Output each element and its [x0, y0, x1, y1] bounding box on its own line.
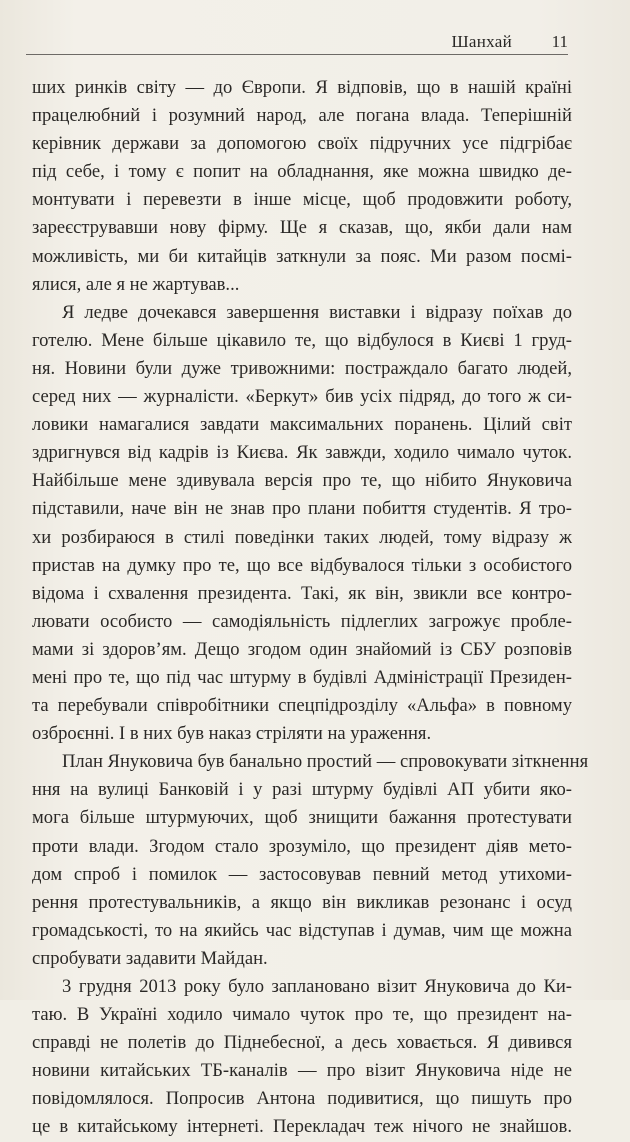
text-line: 3 грудня 2013 року було заплановано візит Януковича до Ки- — [62, 976, 572, 997]
text-line: спробувати задавити Майдан. — [32, 947, 268, 969]
text-line: це в китайському інтернеті. Перекладач теж нічого не знайшов. — [32, 1116, 572, 1138]
text-line: підставили, наче він не знав про плани побиття студентів. Я тро- — [32, 498, 572, 520]
text-line: мога більше штурмуючих, щоб знищити бажання протестувати — [32, 807, 572, 829]
text-line: Я ледве дочекався завершення виставки і відразу поїхав до — [62, 301, 572, 323]
text-line: таю. В Україні ходило чимало чуток про те, що президент на- — [32, 1004, 572, 1026]
text-line: повідомлялося. Попросив Антона подивитися, що пишуть про — [32, 1088, 572, 1110]
text-line: можливість, ми би китайців заткнули за пояс. Ми разом посмі- — [32, 245, 572, 267]
text-line: готелю. Мене більше цікавило те, що відбулося в Києві 1 груд- — [32, 329, 572, 351]
text-line: мами зі здоров’ям. Дещо згодом один знайомий із СБУ розповів — [32, 638, 572, 660]
text-line: пристав на думку про те, що все відбувалося тільки з особистого — [32, 554, 572, 576]
page-number: 11 — [551, 32, 568, 51]
paragraph — [32, 74, 572, 299]
chapter-title: Шанхай — [451, 32, 512, 51]
text-line: Найбільше мене здивувала версія про те, що нібито Януковича — [32, 470, 572, 492]
text-line: зареєструвавши нову фірму. Ще я сказав, що, якби дали нам — [32, 217, 572, 239]
text-line: рення протестувальників, а якщо він викликав резонанс і осуд — [32, 891, 572, 913]
text-line: серед них — журналісти. «Беркут» бив усіх підряд, до того ж си- — [32, 386, 572, 408]
text-line: ння на вулиці Банковій і у разі штурму будівлі АП убити яко- — [32, 779, 572, 801]
text-line: ня. Новини були дуже тривожними: постраждало багато людей, — [32, 357, 572, 379]
body-text — [32, 74, 589, 1142]
running-head — [26, 30, 568, 55]
text-line: мені про те, що під час штурму в будівлі Адміністрації Президен- — [32, 666, 572, 688]
text-line: керівник держави за допомогою своїх підручних усе підгрібає — [32, 133, 572, 155]
text-line: дом спроб і помилок — застосовував певний метод утихоми- — [32, 863, 572, 885]
paragraph — [32, 299, 572, 749]
text-line: відома і схвалення президента. Такі, як він, звикли все контро- — [32, 582, 572, 604]
text-line: працелюбний і розумний народ, але погана влада. Теперішній — [32, 105, 572, 127]
text-line: хи розбираюся в стилі поведінки таких людей, тому відразу ж — [32, 526, 572, 548]
paragraph — [32, 748, 589, 973]
text-line: справді не полетів до Піднебесної, а десь ховається. Я дивився — [32, 1032, 572, 1054]
paragraph — [32, 973, 572, 1142]
text-line: громадськості, то на якийсь час відступав і думав, чим ще можна — [32, 919, 572, 941]
text-line: новини китайських ТБ-каналів — про візит Януковича ніде не — [32, 1060, 572, 1082]
text-line: монтувати і перевезти в інше місце, щоб продовжити роботу, — [32, 189, 572, 211]
text-line: ловики намагалися завдати максимальних поранень. Цілий світ — [32, 414, 572, 436]
text-line: План Януковича був банально простий — спровокувати зіткнення — [62, 751, 589, 773]
text-line: проти влади. Згодом стало зрозуміло, що президент діяв мето- — [32, 835, 572, 857]
text-line: під себе, і тому є попит на обладнання, яке можна швидко де- — [32, 161, 572, 183]
text-line: ших ринків світу — до Європи. Я відповів, що в нашій країні — [32, 77, 572, 98]
text-line: та перебували співробітники спецпідрозділу «Альфа» в повному — [32, 695, 572, 717]
text-line: лювати особисто — самодіяльність підлеглих загрожує пробле- — [32, 610, 572, 632]
text-line: ялися, але я не жартував... — [32, 273, 240, 295]
text-line: озброєнні. І в них був наказ стріляти на ураження. — [32, 723, 432, 745]
text-line: здригнувся від кадрів із Києва. Як завжди, ходило чимало чуток. — [32, 442, 572, 464]
